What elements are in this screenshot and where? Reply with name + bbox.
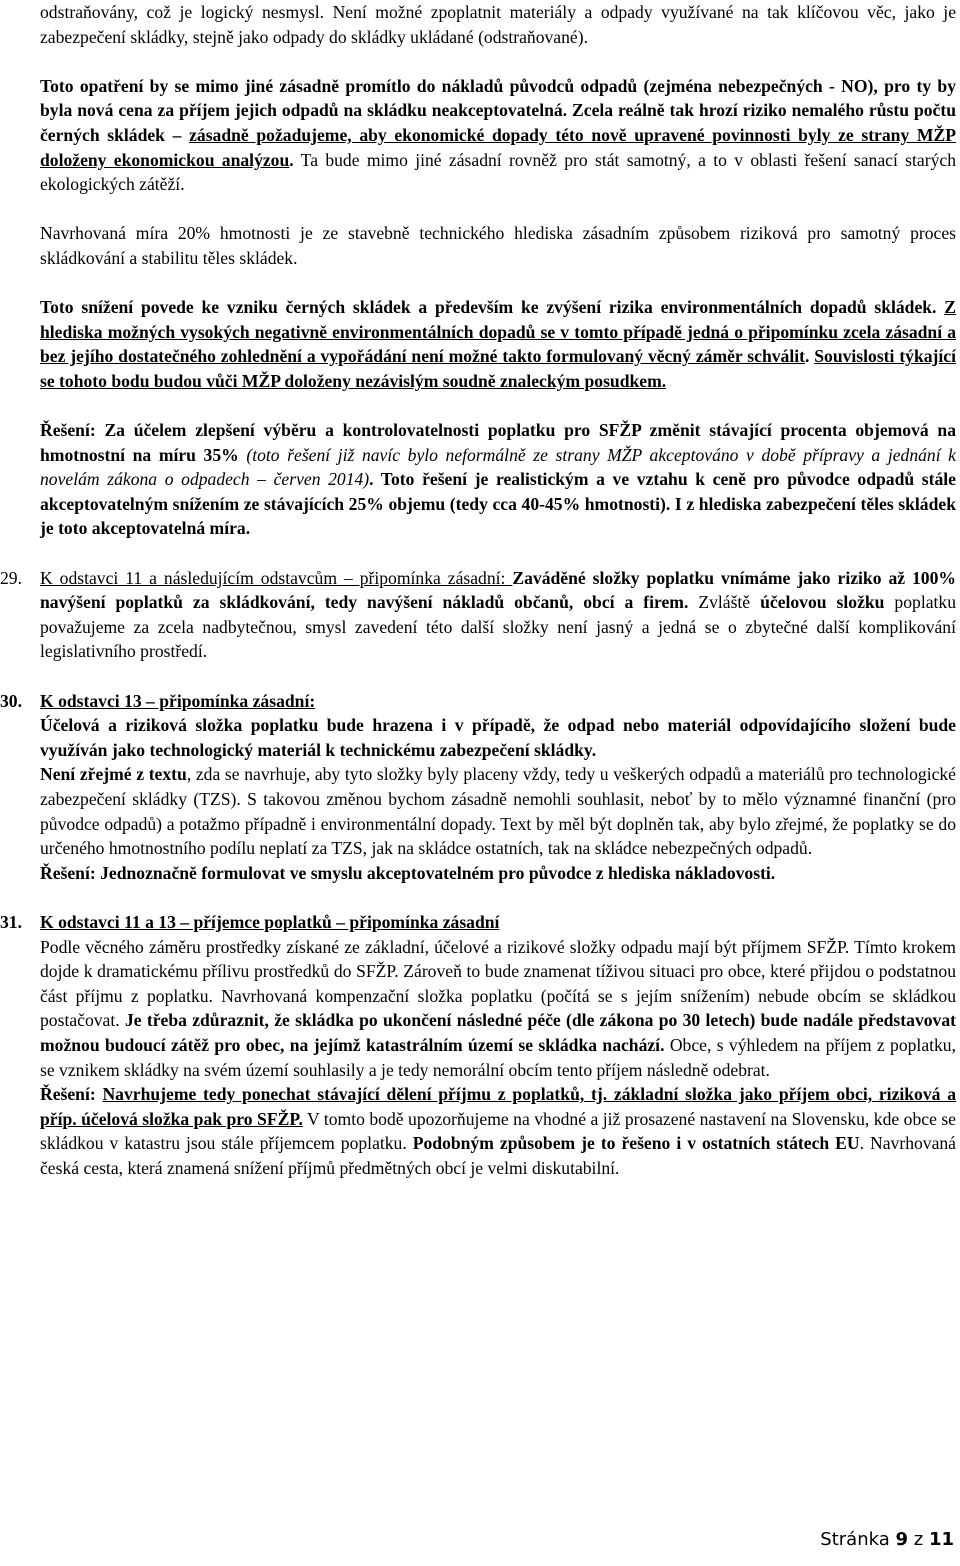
item-31-reseni	[40, 1082, 956, 1180]
text-run: Navrhovaná míra 20% hmotnosti je ze stavebně technického hlediska zásadním způsobem riziková pro samotný proces skládkování a stabilitu těles skládek.	[40, 223, 956, 268]
text-run: odstraňovány, což je logický nesmysl. Není možné zpoplatnit materiály a odpady využívané na tak klíčovou věc, jako je zabezpečení skládky, stejně jako odpady do skládky ukládané (odstraňované).	[40, 2, 956, 47]
bold-run: Zaváděné složky poplatku vnímáme jako riziko až 100% navýšení poplatků za skládkování, tedy navýšení nákladů občanů, obcí a firem.	[40, 567, 956, 613]
item-number: 31.	[0, 911, 22, 932]
text-run: Ta bude mimo jiné zásadní rovněž pro stát samotný, a to v oblasti řešení sanací starých ekologických zátěží.	[40, 149, 956, 195]
bold-run: Účelová a riziková složka poplatku bude hrazena i v případě, že odpad nebo materiál odpovídajícího složení bude využíván jako technologický materiál k technickému zabezpečení skládky.	[40, 715, 956, 760]
item-31-heading	[40, 910, 956, 935]
paragraph-snizeni	[40, 295, 956, 393]
bold-run: účelovou složku	[760, 592, 885, 613]
bold-run: Řešení:	[40, 1084, 103, 1105]
paragraph-opatreni	[40, 74, 956, 197]
item-30-para-2	[40, 762, 956, 860]
item-29-text	[40, 566, 956, 664]
text-run: V tomto bodě upozorňujeme na vhodné a již prosazené nastavení na Slovensku, kde obce se skládkou v katastru jsou stále příjemcem poplatku.	[40, 1108, 956, 1154]
text-run: Podle věcného záměru prostředky získané ze základní, účelové a rizikové složky odpadu mají být příjmem SFŽP. Tímto krokem dojde k dramatickému přílivu prostředků do SFŽP. Zároveň to bude znamenat tíživou situaci pro obce, které přijdou o podstatnou část příjmu z poplatku. Navrhovaná kompenzační složka poplatku (počítá se s jejím snížením) nebude obcím se skládkou postačovat.	[40, 936, 956, 1031]
bold-run: .	[804, 346, 815, 367]
bold-underline-run: zásadně požadujeme, aby ekonomické dopady této nově upravené povinnosti byly ze strany MŽP doloženy ekonomickou analýzou	[40, 124, 956, 170]
text-run: Zvláště	[688, 592, 761, 613]
item-30-reseni	[40, 861, 956, 886]
bold-run: . Toto řešení je realistickým a ve vztahu k ceně pro původce odpadů stále akceptovatelným snížením ze stávajících 25% objemu (tedy cca 40-45% hmotnosti). I z hlediska zabezpečení těles skládek je toto akceptovatelná míra.	[40, 469, 956, 539]
footer-label: Stránka	[820, 1529, 890, 1550]
bold-underline-run: Souvislosti týkající se tohoto bodu budou vůči MŽP doloženy nezávislým soudně znaleckým posudkem.	[40, 346, 956, 391]
paragraph-reseni-35	[40, 418, 956, 541]
page-footer	[820, 1528, 954, 1553]
footer-of: z	[913, 1529, 924, 1550]
comment-item-29	[0, 566, 956, 664]
item-30-heading	[40, 689, 956, 714]
text-run: , zda se navrhuje, aby tyto složky byly placeny vždy, tedy u veškerých odpadů a materiálů pro technologické zabezpečení skládky (TZS). S takovou změnou bychom zásadně nemohli souhlasit, neboť by to mělo významné finanční (pro původce odpadů) a potažmo případně i environmentální dopady. Text by měl být doplněn tak, aby bylo zřejmé, že poplatky se do určeného hmotnostního podílu neplatí za TZS, jak na skládce ostatních, tak na skládce nebezpečných odpadů.	[40, 764, 956, 859]
bold-run: Řešení: Za účelem zlepšení výběru a kontrolovatelnosti poplatku pro SFŽP změnit stávající procenta objemová na hmotnostní na míru 35%	[40, 420, 956, 465]
bold-underline-run: Navrhujeme tedy ponechat stávající dělení příjmu z poplatků, tj. základní složka jako příjem obci, riziková a příp. účelová složka pak pro SFŽP.	[40, 1084, 956, 1129]
bold-run: Řešení: Jednoznačně formulovat ve smyslu akceptovatelném pro původce z hlediska nákladovosti.	[40, 862, 776, 883]
italic-run: (toto řešení již navíc bylo neformálně ze strany MŽP akceptováno v době přípravy a jednání k novelám zákona o odpadech – červen 2014)	[40, 444, 956, 490]
item-number: 29.	[0, 567, 22, 588]
bold-underline-run: K odstavci 13 – připomínka zásadní:	[40, 690, 316, 711]
bold-run: Toto snížení povede ke vzniku černých skládek a především ke zvýšení rizika environmentálních dopadů skládek.	[40, 297, 945, 318]
text-run: . Navrhovaná česká cesta, která znamená snížení příjmů předmětných obcí je velmi diskutabilní.	[40, 1133, 956, 1178]
bold-run: Je třeba zdůraznit, že skládka po ukončení následné péče (dle zákona po 30 letech) bude nadále představovat možnou budoucí zátěž pro obec, na jejímž katastrálním území se skládka nachází.	[40, 1010, 956, 1055]
footer-page-number: 9	[895, 1529, 909, 1550]
text-run: poplatku považujeme za zcela nadbytečnou, smysl zavedení této další složky není jasný a jedná se o zbytečné další komplikování legislativního prostředí.	[40, 592, 956, 662]
item-31-para-1	[40, 935, 956, 1083]
paragraph-navrhovana-mira	[40, 221, 956, 270]
bold-run: .	[289, 149, 294, 170]
bold-run: Není zřejmé z textu	[40, 764, 187, 785]
item-30-para-1	[40, 713, 956, 762]
footer-page-total: 11	[928, 1529, 954, 1550]
paragraph-odstranovany	[40, 0, 956, 49]
bold-run: Podobným způsobem je to řešeno i v ostatních státech EU	[412, 1133, 860, 1154]
comment-item-31	[0, 910, 957, 1181]
comment-item-30	[0, 689, 956, 886]
underline-run: K odstavci 11 a následujícím odstavcům – připomínka zásadní:	[40, 567, 513, 588]
bold-run: Toto opatření by se mimo jiné zásadně promítlo do nákladů původců odpadů (zejména nebezpečných - NO), pro ty by byla nová cena za příjem jejich odpadů na skládku neakceptovatelná. Zcela reálně tak hrozí riziko nemalého růstu počtu černých skládek –	[40, 75, 956, 145]
bold-underline-run: K odstavci 11 a 13 – příjemce poplatků – připomínka zásadní	[40, 911, 500, 932]
text-run: Obce, s výhledem na příjem z poplatku, se vznikem skládky na svém území souhlasily a je tedy nemorální obcím tento příjem následně odebrat.	[40, 1034, 957, 1080]
bold-underline-run: Z hlediska možných vysokých negativně environmentálních dopadů se v tomto případě jedná o připomínku zcela zásadní a bez jejího dostatečného zohlednění a vypořádání není možné takto formulovaný věcný záměr schválit	[40, 297, 956, 367]
item-number: 30.	[0, 690, 22, 711]
